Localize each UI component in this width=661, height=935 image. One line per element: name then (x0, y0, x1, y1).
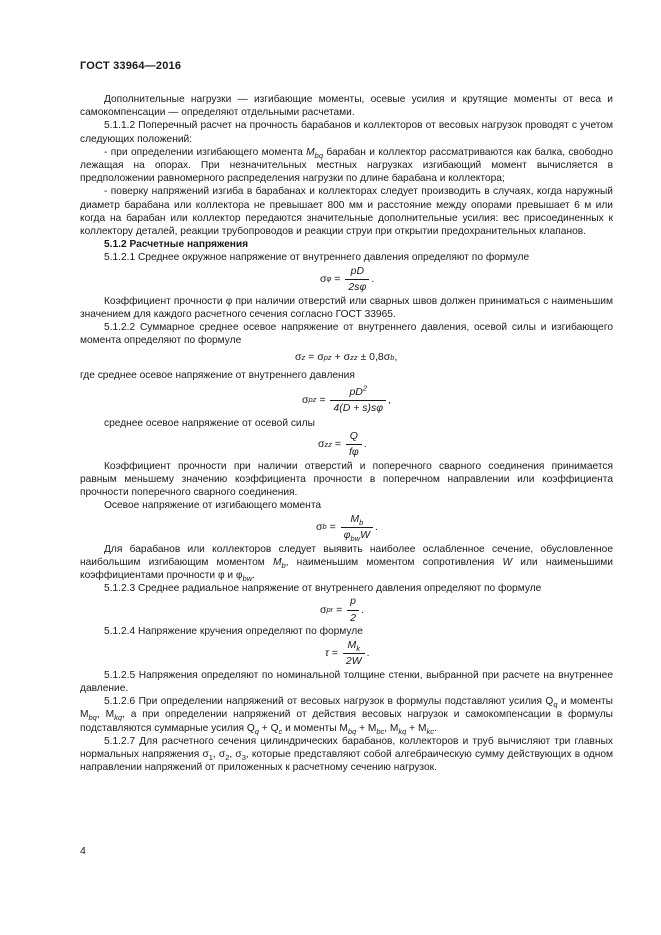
paragraph: Осевое напряжение от изгибающего момента (104, 500, 322, 512)
clause-5-1-2-2: 5.1.2.2 Суммарное среднее осевое напряжение от внутреннего давления, осевой силы и изгибающего момента определяют по формуле (80, 322, 613, 347)
page-number: 4 (80, 845, 86, 857)
clause-5-1-2-1: 5.1.2.1 Среднее окружное напряжение от внутреннего давления определяют по формуле (104, 252, 530, 264)
clause-5-1-2-5: 5.1.2.5 Напряжения определяют по номинальной толщине стенки, выбранной при расчете на внутреннее давление. (80, 669, 613, 694)
paragraph: Коэффициент прочности при наличии отверстий и поперечного сварного соединения принимается равным меньшему значению коэффициента прочности в поперечном направлении или коэффициента прочности поперечного сварного соединения. (80, 460, 613, 499)
paragraph: Коэффициент прочности φ при наличии отверстий или сварных швов должен приниматься с наименьшим значением для каждого расчетного сечения согласно ГОСТ 33965. (80, 295, 613, 320)
paragraph: Дополнительные нагрузки — изгибающие моменты, осевые усилия и крутящие моменты от веса и самокомпенсации — определяют отдельными расчетами. (80, 94, 613, 119)
paragraph: Для барабанов или коллекторов следует выявить наиболее ослабленное сечение, обусловленное наибольшим изгибающим моментом $M_b$, наименьшим моментом сопротивления W или наименьшими коэффициентами прочности φ и $\varphi_{bw}$. (80, 543, 613, 584)
paragraph: где среднее осевое напряжение от внутреннего давления (80, 370, 355, 382)
clause-5-1-2-7: 5.1.2.7 Для расчетного сечения цилиндрических барабанов, коллекторов и труб вычисляют три главных нормальных напряжения $\sigma_1$, $\sigma_2$, $\sigma_3$, которые представляют собой алгебраическую сумму действующих в одном направлении напряжений от приложенных к расчетному сечению нагрузок. (80, 735, 614, 774)
paragraph: - поверку напряжений изгиба в барабанах и коллекторах следует производить в случаях, когда наружный диаметр барабана или коллектора не превышает 800 мм и расстояние между опорами превышает 6 м или когда на барабан или коллектор передаются значительные дополнительные усилия: вес присоединенных к коллектору деталей, реакции трубопроводов и реакции струи при открытии предохранительных клапанов. (80, 186, 613, 238)
clause-5-1-2-3: 5.1.2.3 Среднее радиальное напряжение от внутреннего давления определяют по формуле (104, 583, 542, 595)
formula-axial-force-stress: σ zz = $\frac{Q}{f\varphi}$ . (318, 429, 367, 459)
formula-total-axial-stress: σ z = σ pz + σ zz ± 0,8σ b , (295, 351, 398, 364)
document-body (80, 93, 613, 774)
paragraph: среднее осевое напряжение от осевой силы (104, 417, 315, 429)
section-heading: 5.1.2 Расчетные напряжения (104, 239, 249, 251)
clause-5-1-1-2: 5.1.1.2 Поперечный расчет на прочность барабанов и коллекторов от весовых нагрузок проводят с учетом следующих положений: (80, 120, 613, 145)
paragraph: - при определении изгибающего момента $M_{bq}$ барабан и коллектор рассматриваются как балка, свободно лежащая на опорах. При незначительных местных нагрузках изгибающий момент вычисляется в предположении равномерного распределения нагрузки по длине барабана и коллектора; (80, 146, 613, 185)
formula-hoop-stress: σ φ = $\frac{pD}{2s\varphi}$ . (320, 264, 375, 293)
formula-bending-stress: σ b = $\frac{M_b}{\varphi_{bw}W}$ . (316, 512, 378, 543)
clause-5-1-2-6: 5.1.2.6 При определении напряжений от весовых нагрузок в формулы подставляют усилия $Q_q$ и моменты $M_{bq}$, $M_{kq}$, а при определении напряжений от действия весовых нагрузок и самокомпенсации в формулы подставляются суммарные усилия $Q_q + Q_c$ и моменты $M_{bq} + M_{bc}$, $M_{kq} + M_{kc}$. (80, 696, 613, 736)
formula-axial-pressure-stress: σ pz = $\frac{pD^2}{4(D + s)s\varphi}$ , (302, 383, 392, 414)
clause-5-1-2-4: 5.1.2.4 Напряжение кручения определяют по формуле (104, 626, 363, 638)
document-header: ГОСТ 33964—2016 (80, 60, 182, 72)
formula-torsion-stress: τ = $\frac{M_k}{2W}$ . (325, 638, 370, 667)
formula-radial-stress: σ pr = $\frac{p}{2}$ . (320, 595, 364, 624)
